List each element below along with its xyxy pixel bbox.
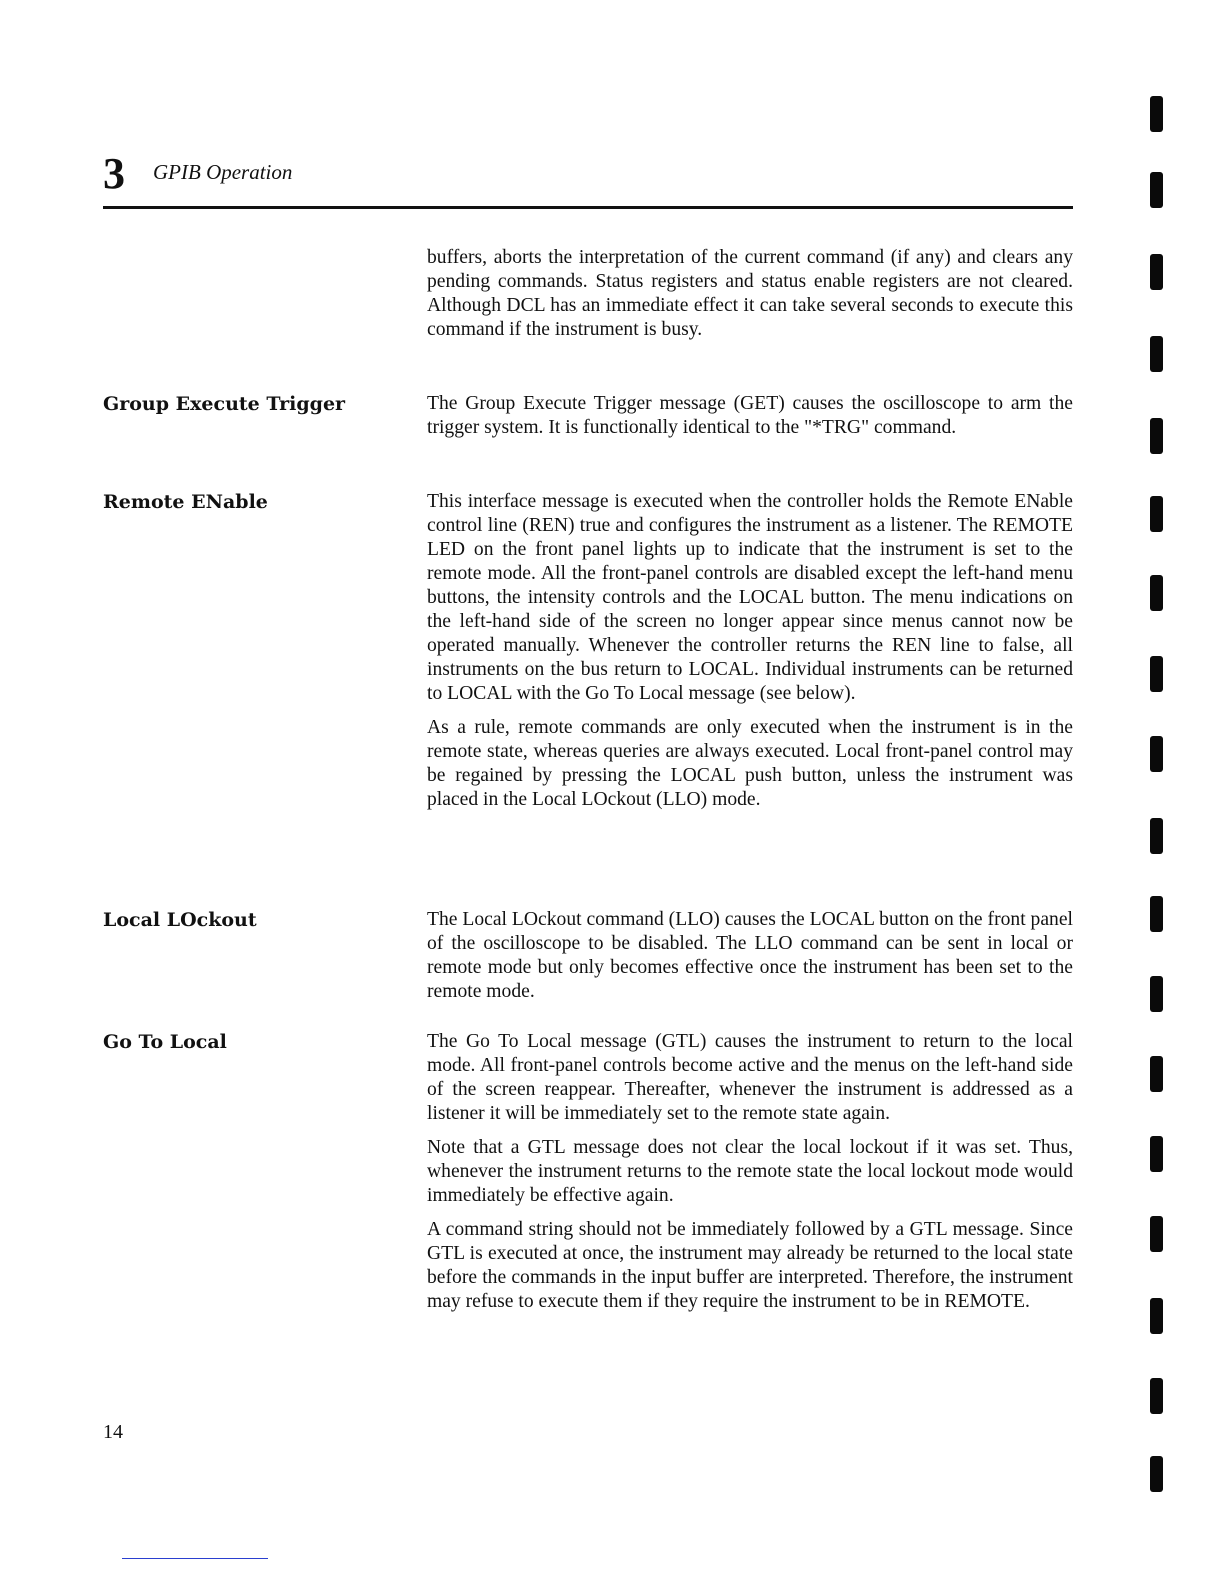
paragraph: Note that a GTL message does not clear the local lockout if it was set. Thus, whenever the instrument returns to the remote state the local lockout mode would immediately be effective again. <box>427 1137 1073 1206</box>
chapter-title: GPIB Operation <box>153 160 293 184</box>
binder-edge-mark <box>1150 418 1163 454</box>
paragraph: As a rule, remote commands are only executed when the instrument is in the remote state, whereas queries are always executed. Local front-panel control may be regained by pressing the LOCAL push button, unless the instrument was placed in the Local LOckout (LLO) mode. <box>427 717 1073 810</box>
binder-edge-mark <box>1150 896 1163 932</box>
binder-edge-mark <box>1150 254 1163 290</box>
binder-edge-mark <box>1150 736 1163 772</box>
binder-edge-mark <box>1150 656 1163 692</box>
footer-line <box>122 1558 268 1559</box>
section-body <box>427 908 1073 1014</box>
section-heading: Group Execute Trigger <box>103 393 346 415</box>
binder-edge-mark <box>1150 976 1163 1012</box>
section-heading: Go To Local <box>103 1031 227 1053</box>
binder-edge-mark <box>1150 1136 1163 1172</box>
section-body <box>427 1030 1073 1324</box>
binder-edge-mark <box>1150 172 1163 208</box>
paragraph: The Group Execute Trigger message (GET) causes the oscilloscope to arm the trigger system. It is functionally identical to the "*TRG" command. <box>427 393 1073 438</box>
section-body <box>427 490 1073 822</box>
binder-edge-mark <box>1150 1456 1163 1492</box>
page-number: 14 <box>103 1421 123 1443</box>
binder-edge-mark <box>1150 96 1163 132</box>
binder-edge-mark <box>1150 1056 1163 1092</box>
header-rule <box>103 206 1073 209</box>
section-heading: Local LOckout <box>103 909 257 931</box>
binder-edge-mark <box>1150 1298 1163 1334</box>
section-body <box>427 392 1073 450</box>
chapter-number: 3 <box>103 149 125 198</box>
paragraph: The Local LOckout command (LLO) causes the LOCAL button on the front panel of the oscilloscope to be disabled. The LLO command can be sent in local or remote mode but only becomes effective once the instrument has been set to the remote mode. <box>427 909 1073 1002</box>
binder-edge-mark <box>1150 818 1163 854</box>
paragraph: This interface message is executed when the controller holds the Remote ENable control line (REN) true and configures the instrument as a listener. The REMOTE LED on the front panel lights up to indicate that the instrument is set to the remote mode. All the front-panel controls are disabled except the left-hand menu buttons, the intensity controls and the LOCAL button. The menu indications on the left-hand side of the screen no longer appear since menus cannot now be operated manually. Whenever the controller returns the REN line to false, all instruments on the bus return to LOCAL. Individual instruments can be returned to LOCAL with the Go To Local message (see below). <box>427 491 1073 704</box>
page-header <box>103 149 1073 210</box>
binder-edge-mark <box>1150 1378 1163 1414</box>
paragraph: The Go To Local message (GTL) causes the instrument to return to the local mode. All front-panel controls become active and the menus on the left-hand side of the screen reappear. Thereafter, whenever the instrument is addressed as a listener it will be immediately set to the remote state again. <box>427 1031 1073 1124</box>
paragraph: buffers, aborts the interpretation of the current command (if any) and clears any pending commands. Status registers and status enable registers are not cleared. Although DCL has an immediate effect it can take several seconds to execute this command if the instrument is busy. <box>427 247 1073 340</box>
binder-edge-mark <box>1150 496 1163 532</box>
binder-edge-mark <box>1150 336 1163 372</box>
paragraph: A command string should not be immediately followed by a GTL message. Since GTL is executed at once, the instrument may already be returned to the local state before the commands in the input buffer are interpreted. Therefore, the instrument may refuse to execute them if they require the instrument to be in REMOTE. <box>427 1219 1073 1312</box>
binder-edge-mark <box>1150 575 1163 611</box>
section-body <box>427 246 1073 352</box>
section-heading: Remote ENable <box>103 491 268 513</box>
binder-edge-mark <box>1150 1216 1163 1252</box>
